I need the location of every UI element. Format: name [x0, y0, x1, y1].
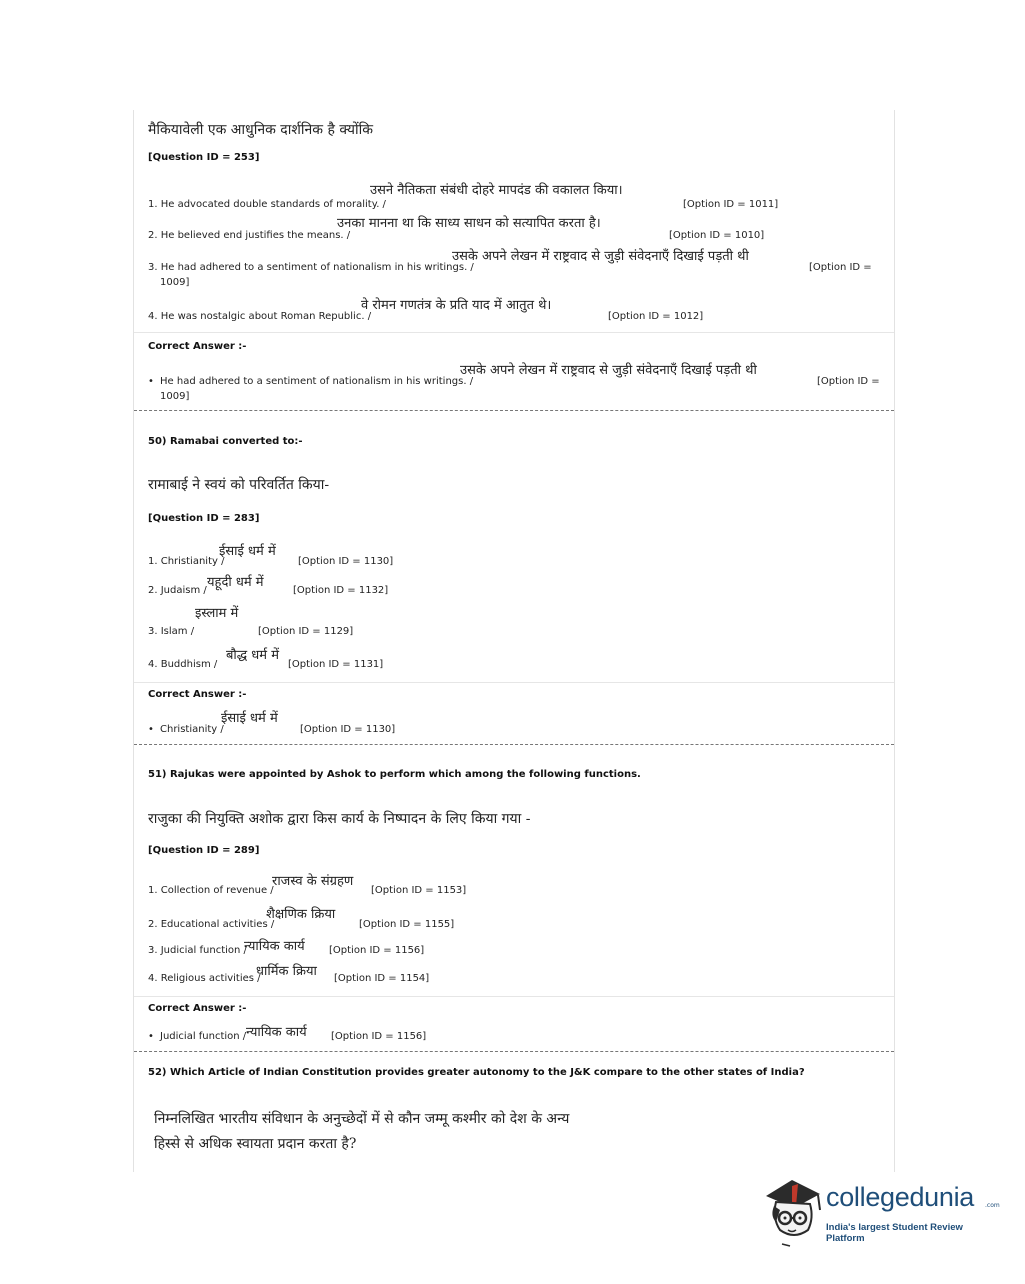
divider [134, 332, 894, 333]
collegedunia-logo [762, 1176, 1000, 1248]
q49-option-1[interactable]: 1. He advocated double standards of morality. / [148, 199, 386, 210]
q49-correct-hindi: उसके अपने लेखन में राष्ट्रवाद से जुड़ी संवेदनाएँ दिखाई पड़ती थी [460, 363, 757, 378]
q51-option-1-hindi: राजस्व के संग्रहण [272, 874, 354, 889]
q51-correct-hindi: न्यायिक कार्य [246, 1025, 307, 1040]
q49-option-4-hindi: वे रोमन गणतंत्र के प्रति याद में आतुत थे। [361, 298, 552, 313]
q49-correct-id: [Option ID = [817, 376, 880, 387]
q51-option-4-hindi: धार्मिक क्रिया [256, 964, 317, 979]
brand-tagline: India's largest Student Review Platform [826, 1222, 963, 1244]
q50-option-1-hindi: ईसाई धर्म में [219, 544, 276, 559]
q52-title: 52) Which Article of Indian Constitution provides greater autonomy to the J&K compare to the other states of India? [148, 1067, 805, 1078]
q51-title: 51) Rajukas were appointed by Ashok to perform which among the following functions. [148, 769, 641, 780]
q52-question-hindi-line1: निम्नलिखित भारतीय संविधान के अनुच्छेदों में से कौन जम्मू कश्मीर को देश के अन्य [154, 1111, 570, 1127]
q50-option-1-id: [Option ID = 1130] [298, 556, 394, 567]
q50-correct-hindi: ईसाई धर्म में [221, 711, 278, 726]
q49-question-id: [Question ID = 253] [148, 152, 260, 163]
q49-option-1-id: [Option ID = 1011] [683, 199, 779, 210]
q49-option-4[interactable]: 4. He was nostalgic about Roman Republic. / [148, 311, 372, 322]
q50-option-3-hindi: इस्लाम में [195, 606, 239, 621]
q51-question-hindi: राजुका की नियुक्ति अशोक द्वारा किस कार्य के निष्पादन के लिए किया गया - [148, 811, 531, 827]
q50-question-id: [Question ID = 283] [148, 513, 260, 524]
question-divider [134, 1051, 894, 1052]
q51-option-4-id: [Option ID = 1154] [334, 973, 430, 984]
q50-option-1[interactable]: 1. Christianity / [148, 556, 225, 567]
q50-option-3[interactable]: 3. Islam / [148, 626, 195, 637]
q49-option-1-hindi: उसने नैतिकता संबंधी दोहरे मापदंड की वकालत किया। [370, 183, 623, 198]
q49-option-3-hindi: उसके अपने लेखन में राष्ट्रवाद से जुड़ी संवेदनाएँ दिखाई पड़ती थी [452, 249, 749, 264]
q49-option-3[interactable]: 3. He had adhered to a sentiment of nationalism in his writings. / [148, 262, 474, 273]
q49-option-3-id-cont: 1009] [160, 277, 190, 288]
q49-correct-id-cont: 1009] [160, 391, 190, 402]
q50-option-3-id: [Option ID = 1129] [258, 626, 354, 637]
q50-option-2-hindi: यहूदी धर्म में [207, 575, 264, 590]
q50-option-4[interactable]: 4. Buddhism / [148, 659, 218, 670]
q49-question-hindi: मैकियावेली एक आधुनिक दार्शनिक है क्योंकि [148, 122, 373, 138]
q49-option-2[interactable]: 2. He believed end justifies the means. / [148, 230, 351, 241]
q49-option-2-hindi: उनका मानना था कि साध्य साधन को सत्यापित करता है। [337, 216, 601, 231]
q50-question-hindi: रामाबाई ने स्वयं को परिवर्तित किया- [148, 477, 330, 493]
q50-option-2[interactable]: 2. Judaism / [148, 585, 207, 596]
student-mascot-icon [762, 1176, 824, 1248]
q51-option-3[interactable]: 3. Judicial function / [148, 945, 247, 956]
q51-option-2[interactable]: 2. Educational activities / [148, 919, 275, 930]
question-divider [134, 744, 894, 745]
q51-option-1[interactable]: 1. Collection of revenue / [148, 885, 274, 896]
brand-name: collegedunia [826, 1182, 975, 1212]
q51-question-id: [Question ID = 289] [148, 845, 260, 856]
q50-option-4-id: [Option ID = 1131] [288, 659, 384, 670]
divider [134, 682, 894, 683]
q51-option-1-id: [Option ID = 1153] [371, 885, 467, 896]
q50-correct-label: Correct Answer :- [148, 689, 247, 700]
q49-correct-label: Correct Answer :- [148, 341, 247, 352]
q49-option-4-id: [Option ID = 1012] [608, 311, 704, 322]
question-divider [134, 410, 894, 411]
q51-option-2-hindi: शैक्षणिक क्रिया [266, 907, 336, 922]
q50-correct-answer: • Christianity / [160, 724, 224, 735]
q49-option-2-id: [Option ID = 1010] [669, 230, 765, 241]
q52-question-hindi-line2: हिस्से से अधिक स्वायता प्रदान करता है? [154, 1136, 357, 1152]
q49-option-3-id: [Option ID = [809, 262, 872, 273]
question-paper-page [133, 110, 895, 1172]
q50-option-4-hindi: बौद्ध धर्म में [226, 648, 279, 663]
q51-correct-id: [Option ID = 1156] [331, 1031, 427, 1042]
q51-option-3-id: [Option ID = 1156] [329, 945, 425, 956]
q50-option-2-id: [Option ID = 1132] [293, 585, 389, 596]
divider [134, 996, 894, 997]
q50-correct-id: [Option ID = 1130] [300, 724, 396, 735]
q51-option-4[interactable]: 4. Religious activities / [148, 973, 261, 984]
brand-suffix: .com [985, 1202, 1000, 1209]
q51-option-3-hindi: न्यायिक कार्य [244, 939, 305, 954]
q50-title: 50) Ramabai converted to:- [148, 436, 303, 447]
q49-correct-answer: • He had adhered to a sentiment of nationalism in his writings. / [160, 376, 473, 387]
q51-option-2-id: [Option ID = 1155] [359, 919, 455, 930]
q51-correct-answer: • Judicial function / [160, 1031, 246, 1042]
q51-correct-label: Correct Answer :- [148, 1003, 247, 1014]
